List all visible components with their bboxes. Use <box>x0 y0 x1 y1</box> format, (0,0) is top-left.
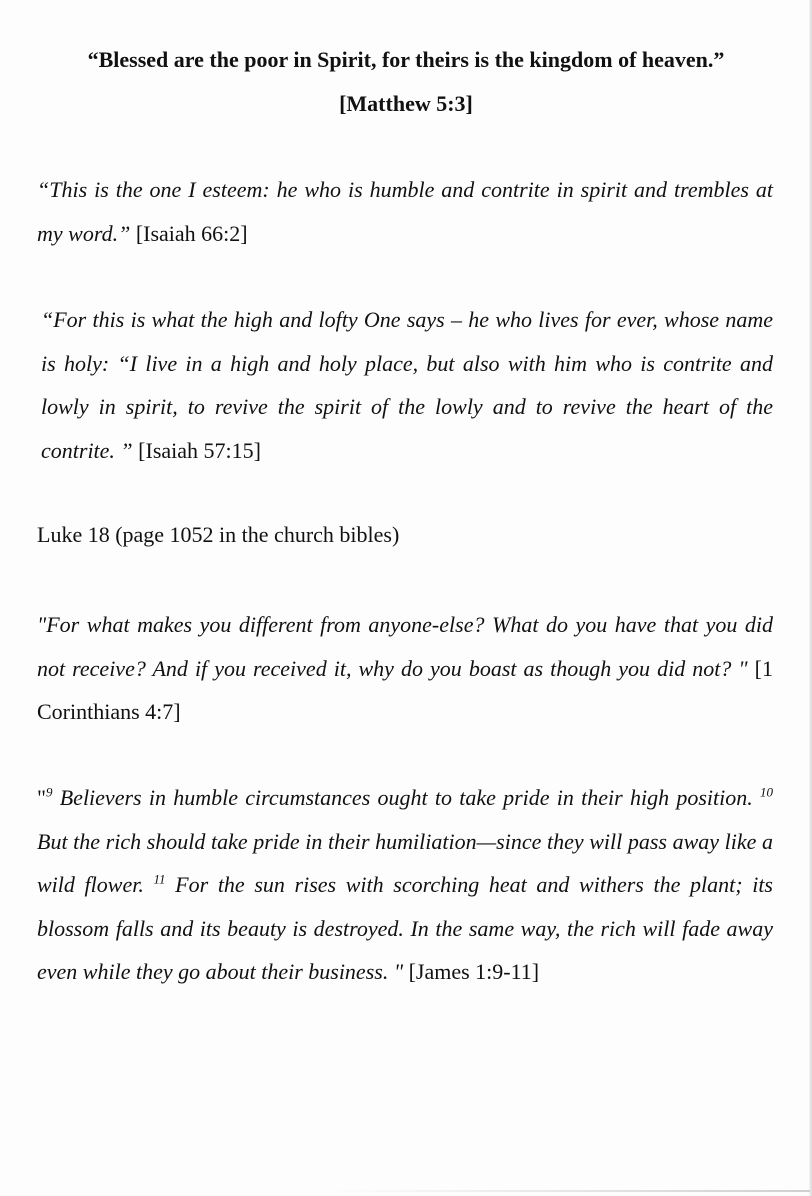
verse-text: Believers in humble circumstances ought to take pride in their high position. <box>52 785 760 810</box>
passage-reference: [James 1:9-11] <box>408 959 540 984</box>
passage-text: Luke 18 (page 1052 in the church bibles) <box>37 522 400 547</box>
opening-quote-mark: " <box>37 785 46 810</box>
passage-reference: [Isaiah 57:15] <box>138 437 261 463</box>
passage-isaiah-57 <box>41 298 773 472</box>
passage-luke <box>37 513 773 557</box>
passage-isaiah-66 <box>37 168 773 255</box>
passage-reference: [1 Corinthians 4:7] <box>37 655 773 724</box>
passage-quote: "For what makes you different from anyone-else? What do you have that you did not receive? And if you received it, why do you boast as though you did not? " <box>37 612 773 681</box>
passage-corinthians <box>37 603 773 734</box>
verse-number: 11 <box>153 871 166 887</box>
passage-quote: “For this is what the high and lofty One says – he who lives for ever, whose name is holy: “I live in a high and holy place, but also with him who is contrite and lowly in spirit, to revive the spirit of the lowly and to revive the heart of the contrite. ” <box>41 307 773 463</box>
heading-reference: [Matthew 5:3] <box>339 91 473 116</box>
passage-james <box>37 776 773 994</box>
heading-quote: “Blessed are the poor in Spirit, for theirs is the kingdom of heaven.” <box>87 47 725 72</box>
page-fold-line <box>330 1190 810 1192</box>
passage-quote: “This is the one I esteem: he who is humble and contrite in spirit and trembles at my word.” <box>37 177 773 246</box>
verse-text: But the rich should take pride in their humiliation—since they will pass away like a wild flower. <box>37 828 773 897</box>
verse-number: 10 <box>760 784 773 800</box>
passage-reference: [Isaiah 66:2] <box>135 220 248 246</box>
verse-number: 9 <box>45 784 53 800</box>
verse-text: For the sun rises with scorching heat and withers the plant; its blossom falls and its beauty is destroyed. In the same way, the rich will fade away even while they go about their business. " <box>37 872 773 984</box>
heading <box>20 38 792 126</box>
